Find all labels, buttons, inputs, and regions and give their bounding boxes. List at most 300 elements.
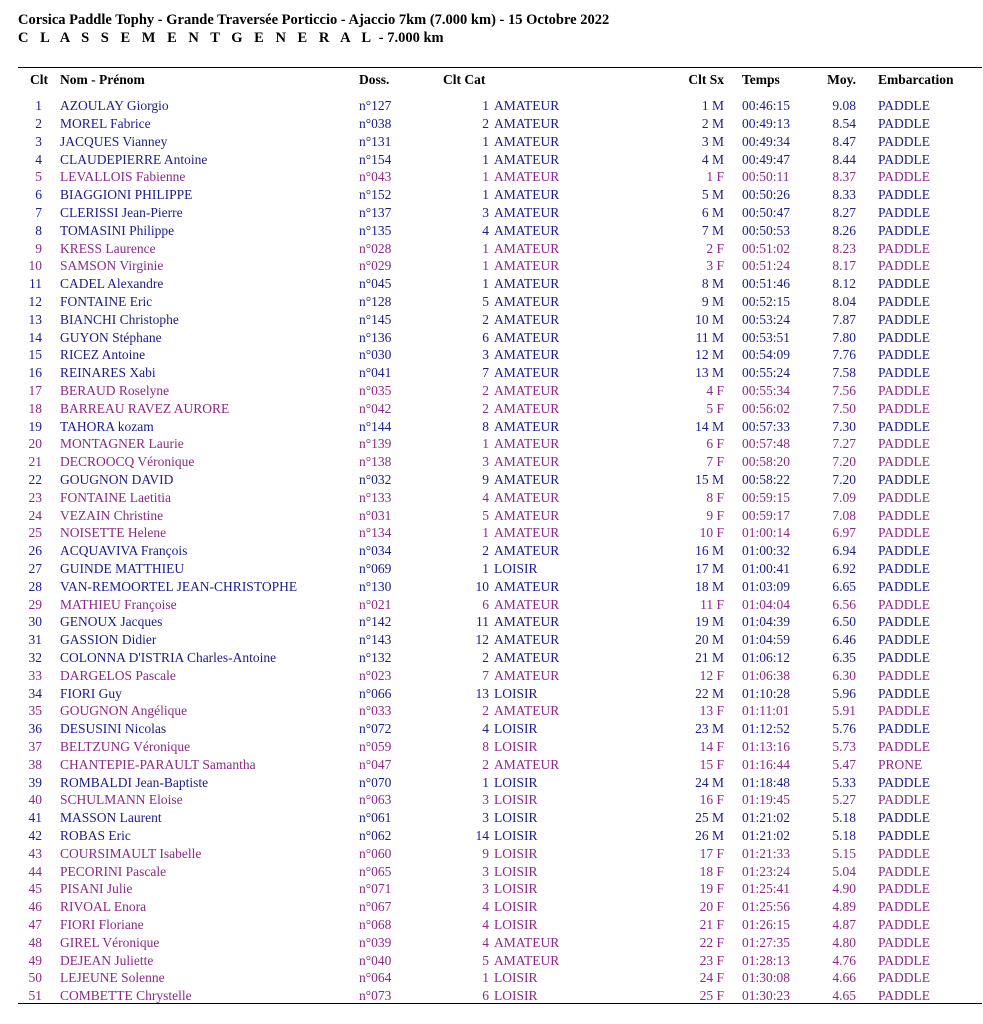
row-embarcation: PADDLE: [878, 970, 931, 986]
row-cat-label: LOISIR: [494, 739, 538, 754]
row-doss: n°023: [359, 667, 392, 683]
row-embarcation: PADDLE: [878, 578, 931, 594]
row-doss: n°064: [359, 970, 392, 986]
row-cat-rank: 8: [482, 418, 489, 434]
row-cat-label: AMATEUR: [494, 311, 560, 327]
row-clt-sx: 22 M: [695, 685, 724, 701]
row-nom: FIORI Guy: [60, 685, 122, 701]
row-clt-sx: 26 M: [695, 828, 724, 843]
row-doss: n°038: [359, 116, 392, 131]
row-clt-sx: 24 M: [695, 774, 724, 790]
row-embarcation: PRONE: [878, 756, 923, 772]
table-row: [0, 863, 983, 881]
row-temps: 01:10:28: [742, 685, 791, 701]
row-temps: 00:49:34: [742, 133, 791, 149]
row-cat-label: LOISIR: [494, 899, 538, 915]
row-moy: 7.80: [832, 329, 856, 345]
header-temps: Temps: [742, 72, 780, 87]
row-moy: 7.27: [832, 436, 856, 452]
row-moy: 7.58: [832, 365, 856, 381]
row-doss: n°031: [359, 507, 392, 523]
row-cat-label: AMATEUR: [494, 294, 560, 309]
row-embarcation: PADDLE: [878, 792, 931, 808]
row-doss: n°070: [359, 774, 392, 790]
table-row: [0, 578, 983, 596]
table-row: [0, 649, 983, 667]
row-nom: DECROOCQ Véronique: [60, 454, 195, 470]
row-clt-sx: 7 M: [701, 222, 724, 238]
row-temps: 01:27:35: [742, 934, 791, 950]
table-row: [0, 934, 983, 952]
row-cat-label: AMATEUR: [494, 151, 560, 167]
row-moy: 6.50: [832, 614, 856, 630]
row-temps: 00:59:15: [742, 489, 791, 505]
row-clt: 6: [35, 187, 42, 203]
row-cat-label: AMATEUR: [494, 240, 560, 256]
row-cat-rank: 2: [482, 650, 489, 665]
row-nom: RIVOAL Enora: [60, 899, 147, 915]
row-moy: 8.27: [832, 205, 856, 220]
row-embarcation: PADDLE: [878, 632, 931, 648]
row-cat-label: AMATEUR: [494, 952, 560, 968]
row-temps: 00:59:17: [742, 507, 791, 523]
row-temps: 01:06:12: [742, 650, 791, 665]
row-cat-label: AMATEUR: [494, 756, 560, 772]
row-clt-sx: 10 F: [699, 525, 724, 541]
table-row: [0, 702, 983, 720]
row-cat-rank: 1: [482, 436, 489, 452]
row-nom: DEJEAN Juliette: [60, 952, 154, 968]
row-clt: 18: [28, 400, 42, 416]
row-cat-label: LOISIR: [494, 863, 538, 879]
row-nom: MATHIEU Françoise: [60, 596, 177, 612]
row-embarcation: PADDLE: [878, 205, 931, 220]
table-row: [0, 489, 983, 507]
row-clt-sx: 14 M: [695, 418, 724, 434]
row-cat-rank: 1: [482, 774, 489, 790]
row-nom: RICEZ Antoine: [60, 347, 146, 363]
row-temps: 01:04:04: [742, 596, 791, 612]
row-nom: ROBAS Eric: [60, 828, 131, 843]
row-moy: 7.76: [832, 347, 856, 363]
row-cat-label: LOISIR: [494, 685, 538, 701]
row-nom: FONTAINE Eric: [60, 294, 153, 309]
row-embarcation: PADDLE: [878, 258, 931, 274]
row-moy: 7.50: [832, 400, 856, 416]
row-cat-rank: 7: [482, 667, 489, 683]
row-moy: 6.92: [832, 561, 856, 576]
row-clt: 8: [35, 222, 42, 238]
row-cat-label: AMATEUR: [494, 400, 560, 416]
row-temps: 01:21:02: [742, 828, 791, 843]
table-row: [0, 631, 983, 649]
row-cat-rank: 6: [482, 988, 489, 1004]
row-cat-label: LOISIR: [494, 774, 538, 790]
document-title: Corsica Paddle Tophy - Grande Traversée Porticcio - Ajaccio 7km (7.000 km) - 15 Octobre 2022: [18, 12, 610, 28]
row-doss: n°136: [359, 329, 392, 345]
header-embarcation: Embarcation: [878, 72, 954, 87]
row-clt-sx: 10 M: [695, 311, 724, 327]
row-doss: n°131: [359, 133, 392, 149]
row-clt-sx: 23 M: [695, 721, 724, 737]
table-row: [0, 542, 983, 560]
row-embarcation: PADDLE: [878, 329, 931, 345]
row-moy: 8.26: [832, 222, 856, 238]
row-temps: 00:51:02: [742, 240, 791, 256]
row-cat-label: AMATEUR: [494, 614, 560, 630]
row-embarcation: PADDLE: [878, 952, 931, 968]
row-cat-rank: 1: [482, 169, 489, 185]
row-cat-label: AMATEUR: [494, 596, 560, 612]
row-temps: 01:12:52: [742, 721, 791, 737]
row-clt: 30: [28, 614, 42, 630]
header-nom: Nom - Prénom: [60, 72, 145, 87]
row-clt-sx: 5 F: [706, 400, 724, 416]
row-temps: 01:03:09: [742, 578, 791, 594]
table-row: [0, 880, 983, 898]
header-clt-sx: Clt Sx: [688, 72, 724, 87]
row-moy: 8.12: [832, 276, 856, 292]
row-embarcation: PADDLE: [878, 667, 931, 683]
row-embarcation: PADDLE: [878, 525, 931, 541]
row-embarcation: PADDLE: [878, 810, 931, 826]
table-row: [0, 738, 983, 756]
table-row: [0, 560, 983, 578]
row-cat-rank: 3: [482, 863, 489, 879]
row-clt: 32: [28, 650, 42, 665]
row-doss: n°071: [359, 881, 392, 897]
row-cat-label: AMATEUR: [494, 934, 560, 950]
row-clt-sx: 20 F: [699, 899, 724, 915]
row-doss: n°045: [359, 276, 392, 292]
row-embarcation: PADDLE: [878, 917, 931, 932]
row-clt-sx: 22 F: [699, 934, 724, 950]
row-temps: 00:55:34: [742, 383, 791, 398]
row-doss: n°043: [359, 169, 392, 185]
row-moy: 5.76: [832, 721, 856, 737]
row-clt-sx: 18 F: [699, 863, 724, 879]
row-moy: 6.65: [832, 578, 856, 594]
row-temps: 00:56:02: [742, 400, 791, 416]
row-clt: 4: [35, 151, 42, 167]
row-embarcation: PADDLE: [878, 276, 931, 292]
row-moy: 7.09: [832, 489, 856, 505]
row-doss: n°138: [359, 454, 392, 470]
row-temps: 01:30:23: [742, 988, 791, 1004]
row-temps: 01:00:32: [742, 543, 791, 559]
row-nom: AZOULAY Giorgio: [60, 98, 169, 114]
table-row: [0, 364, 983, 382]
row-cat-label: AMATEUR: [494, 418, 560, 434]
row-doss: n°073: [359, 988, 392, 1004]
row-moy: 8.04: [832, 294, 856, 309]
row-embarcation: PADDLE: [878, 383, 931, 398]
row-embarcation: PADDLE: [878, 472, 931, 487]
table-row: [0, 916, 983, 934]
row-nom: LEVALLOIS Fabienne: [60, 169, 186, 185]
table-row: [0, 346, 983, 364]
row-nom: CLAUDEPIERRE Antoine: [60, 151, 208, 167]
row-doss: n°030: [359, 347, 392, 363]
row-cat-label: LOISIR: [494, 970, 538, 986]
row-clt: 25: [28, 525, 42, 541]
row-doss: n°128: [359, 294, 392, 309]
row-clt-sx: 6 F: [706, 436, 724, 452]
table-row: [0, 524, 983, 542]
row-cat-rank: 2: [482, 400, 489, 416]
row-clt-sx: 18 M: [695, 578, 724, 594]
row-clt: 10: [28, 258, 42, 274]
row-moy: 5.47: [832, 756, 856, 772]
row-nom: BIANCHI Christophe: [60, 311, 179, 327]
row-embarcation: PADDLE: [878, 881, 931, 897]
row-moy: 7.08: [832, 507, 856, 523]
table-row: [0, 204, 983, 222]
row-clt-sx: 19 F: [699, 881, 724, 897]
row-temps: 01:16:44: [742, 756, 791, 772]
row-clt: 22: [28, 472, 42, 487]
row-nom: MASSON Laurent: [60, 810, 162, 826]
row-moy: 8.23: [832, 240, 856, 256]
table-row: [0, 435, 983, 453]
row-cat-rank: 5: [482, 952, 489, 968]
row-doss: n°029: [359, 258, 392, 274]
row-cat-rank: 1: [482, 133, 489, 149]
row-embarcation: PADDLE: [878, 899, 931, 915]
row-nom: GUINDE MATTHIEU: [60, 561, 185, 576]
row-cat-rank: 1: [482, 98, 489, 114]
row-clt: 12: [28, 294, 42, 309]
row-cat-label: AMATEUR: [494, 489, 560, 505]
row-doss: n°059: [359, 739, 392, 754]
row-clt-sx: 12 M: [695, 347, 724, 363]
row-cat-label: LOISIR: [494, 792, 538, 808]
row-temps: 00:50:53: [742, 222, 791, 238]
table-row: [0, 186, 983, 204]
row-doss: n°062: [359, 828, 392, 843]
row-nom: BIAGGIONI PHILIPPE: [60, 187, 193, 203]
table-row: [0, 791, 983, 809]
row-clt-sx: 20 M: [695, 632, 724, 648]
row-embarcation: PADDLE: [878, 828, 931, 843]
table-row: [0, 453, 983, 471]
table-row: [0, 293, 983, 311]
row-temps: 00:51:46: [742, 276, 791, 292]
row-cat-rank: 9: [482, 845, 489, 861]
row-cat-rank: 3: [482, 881, 489, 897]
row-clt-sx: 16 F: [699, 792, 724, 808]
row-doss: n°143: [359, 632, 392, 648]
row-clt-sx: 7 F: [706, 454, 724, 470]
table-row: [0, 275, 983, 293]
row-doss: n°021: [359, 596, 392, 612]
row-embarcation: PADDLE: [878, 845, 931, 861]
row-cat-rank: 1: [482, 151, 489, 167]
row-cat-label: AMATEUR: [494, 116, 560, 131]
row-cat-rank: 2: [482, 543, 489, 559]
row-doss: n°130: [359, 578, 392, 594]
row-temps: 00:50:26: [742, 187, 791, 203]
row-temps: 01:13:16: [742, 739, 791, 754]
row-temps: 00:53:51: [742, 329, 791, 345]
row-moy: 7.30: [832, 418, 856, 434]
row-nom: COLONNA D'ISTRIA Charles-Antoine: [60, 650, 277, 665]
row-nom: KRESS Laurence: [60, 240, 156, 256]
row-clt: 43: [28, 845, 42, 861]
row-clt-sx: 4 F: [706, 383, 724, 398]
row-clt: 14: [28, 329, 42, 345]
table-row: [0, 613, 983, 631]
row-clt-sx: 15 M: [695, 472, 724, 487]
row-doss: n°145: [359, 311, 392, 327]
row-clt: 3: [35, 133, 42, 149]
table-row: [0, 329, 983, 347]
row-temps: 01:19:45: [742, 792, 791, 808]
row-cat-rank: 12: [475, 632, 489, 648]
row-cat-rank: 1: [482, 525, 489, 541]
row-embarcation: PADDLE: [878, 133, 931, 149]
row-clt: 28: [28, 578, 42, 594]
row-cat-rank: 8: [482, 739, 489, 754]
row-temps: 01:21:02: [742, 810, 791, 826]
row-clt-sx: 25 M: [695, 810, 724, 826]
row-temps: 00:57:33: [742, 418, 791, 434]
row-cat-rank: 2: [482, 703, 489, 719]
table-row: [0, 720, 983, 738]
row-nom: ACQUAVIVA François: [60, 543, 188, 559]
table-row: [0, 115, 983, 133]
row-cat-label: AMATEUR: [494, 650, 560, 665]
row-temps: 01:11:01: [742, 703, 790, 719]
row-cat-rank: 2: [482, 116, 489, 131]
row-cat-rank: 2: [482, 383, 489, 398]
row-cat-label: LOISIR: [494, 845, 538, 861]
row-cat-rank: 1: [482, 240, 489, 256]
table-row: [0, 168, 983, 186]
table-row: [0, 685, 983, 703]
row-cat-rank: 7: [482, 365, 489, 381]
row-temps: 00:46:15: [742, 98, 791, 114]
row-moy: 5.33: [832, 774, 856, 790]
row-temps: 00:58:22: [742, 472, 791, 487]
row-doss: n°063: [359, 792, 392, 808]
row-doss: n°032: [359, 472, 392, 487]
row-clt-sx: 25 F: [699, 988, 724, 1004]
row-moy: 6.97: [832, 525, 856, 541]
row-temps: 00:58:20: [742, 454, 791, 470]
row-moy: 6.35: [832, 650, 856, 665]
header-top-rule: [18, 67, 982, 68]
row-clt: 46: [28, 899, 42, 915]
document-subtitle: [18, 30, 444, 47]
table-row: [0, 827, 983, 845]
row-clt-sx: 9 M: [701, 294, 724, 309]
row-nom: SCHULMANN Eloise: [60, 792, 183, 808]
row-cat-label: AMATEUR: [494, 578, 560, 594]
row-moy: 8.17: [832, 258, 856, 274]
row-cat-label: AMATEUR: [494, 507, 560, 523]
row-cat-label: LOISIR: [494, 881, 538, 897]
row-embarcation: PADDLE: [878, 169, 931, 185]
row-cat-label: AMATEUR: [494, 454, 560, 470]
row-temps: 00:54:09: [742, 347, 791, 363]
row-clt-sx: 21 F: [699, 917, 724, 932]
row-clt-sx: 9 F: [706, 507, 724, 523]
row-cat-rank: 3: [482, 810, 489, 826]
row-clt: 34: [28, 685, 42, 701]
row-nom: VAN-REMOORTEL JEAN-CHRISTOPHE: [60, 578, 298, 594]
row-clt-sx: 3 M: [701, 133, 724, 149]
row-embarcation: PADDLE: [878, 934, 931, 950]
row-clt: 44: [28, 863, 42, 879]
row-moy: 9.08: [832, 98, 856, 114]
row-clt-sx: 17 M: [695, 561, 724, 576]
row-cat-rank: 10: [475, 578, 489, 594]
row-nom: REINARES Xabi: [60, 365, 156, 381]
row-cat-rank: 5: [482, 294, 489, 309]
row-moy: 5.18: [832, 810, 856, 826]
row-clt: 24: [28, 507, 42, 523]
row-cat-rank: 4: [482, 917, 489, 932]
row-clt-sx: 14 F: [699, 739, 724, 754]
row-nom: GASSION Didier: [60, 632, 157, 648]
row-nom: NOISETTE Helene: [60, 525, 167, 541]
row-embarcation: PADDLE: [878, 739, 931, 754]
row-temps: 01:30:08: [742, 970, 791, 986]
row-clt: 23: [28, 489, 42, 505]
row-moy: 7.87: [832, 311, 856, 327]
row-moy: 8.37: [832, 169, 856, 185]
row-embarcation: PADDLE: [878, 347, 931, 363]
row-embarcation: PADDLE: [878, 507, 931, 523]
row-cat-label: AMATEUR: [494, 329, 560, 345]
table-row: [0, 151, 983, 169]
row-clt: 17: [28, 383, 42, 398]
row-cat-label: AMATEUR: [494, 133, 560, 149]
row-clt: 7: [35, 205, 42, 220]
row-embarcation: PADDLE: [878, 988, 931, 1004]
row-embarcation: PADDLE: [878, 703, 931, 719]
row-clt: 9: [35, 240, 42, 256]
row-nom: GOUGNON DAVID: [60, 472, 174, 487]
row-cat-label: AMATEUR: [494, 98, 560, 114]
row-cat-rank: 4: [482, 721, 489, 737]
row-embarcation: PADDLE: [878, 400, 931, 416]
row-nom: ROMBALDI Jean-Baptiste: [60, 774, 209, 790]
row-nom: PECORINI Pascale: [60, 863, 167, 879]
row-cat-label: AMATEUR: [494, 667, 560, 683]
row-cat-label: AMATEUR: [494, 543, 560, 559]
row-clt-sx: 21 M: [695, 650, 724, 665]
row-temps: 00:50:47: [742, 205, 791, 220]
table-row: [0, 133, 983, 151]
row-clt-sx: 13 M: [695, 365, 724, 381]
row-clt: 20: [28, 436, 42, 452]
row-embarcation: PADDLE: [878, 116, 931, 131]
row-nom: FONTAINE Laetitia: [60, 489, 172, 505]
table-row: [0, 311, 983, 329]
row-clt: 41: [28, 810, 42, 826]
row-moy: 8.54: [832, 116, 856, 131]
row-cat-label: AMATEUR: [494, 383, 560, 398]
row-cat-label: AMATEUR: [494, 472, 560, 487]
table-row: [0, 507, 983, 525]
row-doss: n°142: [359, 614, 392, 630]
row-clt-sx: 16 M: [695, 543, 724, 559]
row-clt: 40: [28, 792, 42, 808]
row-cat-rank: 3: [482, 792, 489, 808]
row-moy: 4.80: [832, 934, 856, 950]
